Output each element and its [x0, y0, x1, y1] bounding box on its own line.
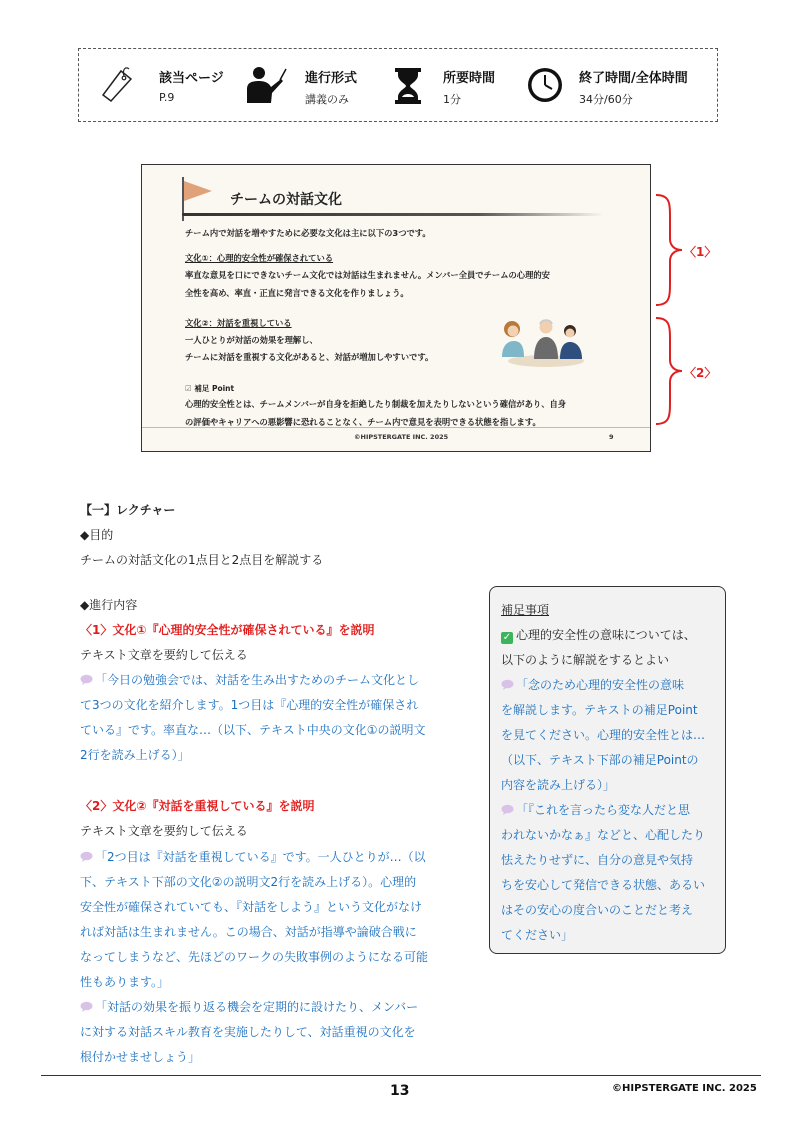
part2-script2-1: に対する対話スキル教育を実施したりして、対話重視の文化を — [80, 1025, 416, 1039]
part1-heading: 〈1〉文化①『心理的安全性が確保されている』を説明 — [80, 623, 375, 637]
section-title: 【一】レクチャー — [80, 503, 176, 517]
supplement-script2-3: ちを安心して発信できる状態、あるい — [501, 878, 706, 892]
supplement-script2-4: はその安心の度合いのことだと考え — [501, 903, 694, 917]
supplement-script1-2: を見てください。心理的安全性とは… — [501, 728, 706, 742]
supplement-script2-0: 「『これを言ったら変な人だと思 — [516, 803, 691, 817]
end-time-value: 34分/60分 — [579, 93, 633, 106]
speech-bubble-icon — [80, 674, 93, 685]
slide-title: チームの対話文化 — [230, 192, 342, 208]
slide-point-line2: の評価やキャリアへの悪影響に恐れることなく、チーム内で意見を表明できる状態を指します。 — [185, 417, 541, 427]
part2-heading: 〈2〉文化②『対話を重視している』を説明 — [80, 799, 315, 813]
supplement-script1-0: 「念のため心理的安全性の意味 — [516, 678, 685, 692]
footer-copyright: ©HIPSTERGATE INC. 2025 — [612, 1083, 757, 1094]
part1-script-line — [80, 671, 419, 688]
duration-label: 所要時間 — [443, 71, 496, 86]
part2-script2-line — [80, 998, 418, 1015]
speech-bubble-icon — [80, 851, 93, 862]
slide-culture1-heading: 文化①：心理的安全性が確保されている — [185, 253, 334, 263]
session-info-box — [78, 48, 718, 122]
meeting-people-illustration — [498, 315, 588, 369]
slide-point-label — [185, 383, 234, 394]
annotation-1: 〈1〉 — [684, 245, 717, 259]
speech-bubble-icon — [80, 1001, 93, 1012]
part2-script1-1: 下、テキスト下部の文化②の説明文2行を読み上げる）。心理的 — [80, 875, 417, 889]
slide-title-rule — [182, 213, 604, 216]
footer-rule — [41, 1075, 761, 1076]
supplement-note-0 — [501, 626, 696, 644]
slide-point-line1: 心理的安全性とは、チームメンバーが自身を拒絶したり制裁を加えたりしないという確信があり、自身 — [185, 399, 567, 409]
slide-culture2-line1: 一人ひとりが対話の効果を理解し、 — [185, 335, 318, 345]
part2-script2-2: 根付かせませしょう」 — [80, 1050, 201, 1064]
part2-instruction: テキスト文章を要約して伝える — [80, 824, 248, 838]
slide-culture1-line2: 全性を高め、率直・正直に発言できる文化を作りましょう。 — [185, 288, 409, 298]
brace-1 — [654, 193, 684, 307]
slide-culture1-line1: 率直な意見を口にできないチーム文化では対話は生まれません。メンバー全員でチームの心理的安 — [185, 270, 550, 280]
supplement-note-1: 以下のように解説をするとよい — [501, 653, 670, 667]
part2-script1-5: 性もあります。」 — [80, 975, 170, 989]
part2-script1-4: なってしまうなど、先ほどのワークの失敗事例のようになる可能 — [80, 950, 429, 964]
slide-footer-rule — [142, 427, 650, 428]
supplement-script1-3: （以下、テキスト下部の補足Pointの — [501, 753, 699, 767]
part1-script-2: ている』です。率直な…（以下、テキスト中央の文化①の説明文 — [80, 723, 426, 737]
point-label-text: 補足 Point — [194, 384, 235, 393]
presenter-icon — [239, 63, 289, 107]
supplement-script1-1: を解説します。テキストの補足Point — [501, 703, 698, 717]
page-ref-label: 該当ページ — [159, 71, 224, 86]
part2-script2-0: 「対話の効果を振り返る機会を定期的に設けたり、メンバー — [95, 1000, 419, 1014]
format-label: 進行形式 — [305, 71, 358, 86]
part2-script1-line — [80, 848, 426, 865]
check-icon: ✓ — [502, 632, 512, 643]
part2-script1-0: 「2つ目は『対話を重視している』です。一人ひとりが…（以 — [95, 850, 426, 864]
part1-script-3: 2行を読み上げる）」 — [80, 748, 190, 762]
slide-page-number: 9 — [609, 433, 614, 441]
check-icon: ☑ — [185, 384, 195, 393]
speech-bubble-icon — [501, 679, 514, 690]
end-time-label: 終了時間/全体時間 — [579, 71, 688, 86]
content-heading: ◆進行内容 — [80, 598, 138, 612]
slide-thumbnail — [141, 164, 651, 452]
slide-culture2-heading: 文化②：対話を重視している — [185, 318, 292, 328]
supplement-note-text: 心理的安全性の意味については、 — [516, 628, 696, 642]
goal-text: チームの対話文化の1点目と2点目を解説する — [80, 553, 324, 567]
slide-copyright: ©HIPSTERGATE INC. 2025 — [354, 433, 449, 441]
clock-icon — [523, 63, 567, 107]
part1-script-0: 「今日の勉強会では、対話を生み出すためのチーム文化とし — [95, 673, 420, 687]
supplement-title: 補足事項 — [501, 603, 550, 617]
page-ref-value: P.9 — [159, 91, 175, 104]
part2-script1-3: れば対話は生まれません。この場合、対話が指導や論破合戦に — [80, 925, 417, 939]
supplement-box — [489, 586, 726, 954]
speech-bubble-icon — [501, 804, 514, 815]
bookmark-tag-icon — [95, 63, 139, 107]
supplement-script2-1: われないかなぁ』などと、心配したり — [501, 828, 706, 842]
page-number: 13 — [390, 1083, 410, 1099]
supplement-script2-2: 怯えたりせずに、自分の意見や気持 — [501, 853, 694, 867]
supplement-script2-5: てください」 — [501, 928, 574, 942]
part2-script1-2: 安全性が確保されていても、『対話をしよう』という文化がなけ — [80, 900, 423, 914]
brace-2 — [654, 316, 684, 426]
format-value: 講義のみ — [305, 93, 349, 106]
part1-script-1: て3つの文化を紹介します。1つ目は『心理的安全性が確保され — [80, 698, 419, 712]
supplement-script1-4: 内容を読み上げる）」 — [501, 778, 616, 792]
supplement-script2-line — [501, 801, 690, 818]
part1-instruction: テキスト文章を要約して伝える — [80, 648, 248, 662]
slide-culture2-line2: チームに対話を重視する文化があると、対話が増加しやすいです。 — [185, 352, 434, 362]
supplement-script1-line — [501, 676, 684, 693]
slide-intro: チーム内で対話を増やすために必要な文化は主に以下の3つです。 — [185, 228, 431, 238]
duration-value: 1分 — [443, 93, 461, 106]
hourglass-icon — [387, 63, 431, 107]
annotation-2: 〈2〉 — [684, 366, 717, 380]
goal-heading: ◆目的 — [80, 528, 114, 542]
